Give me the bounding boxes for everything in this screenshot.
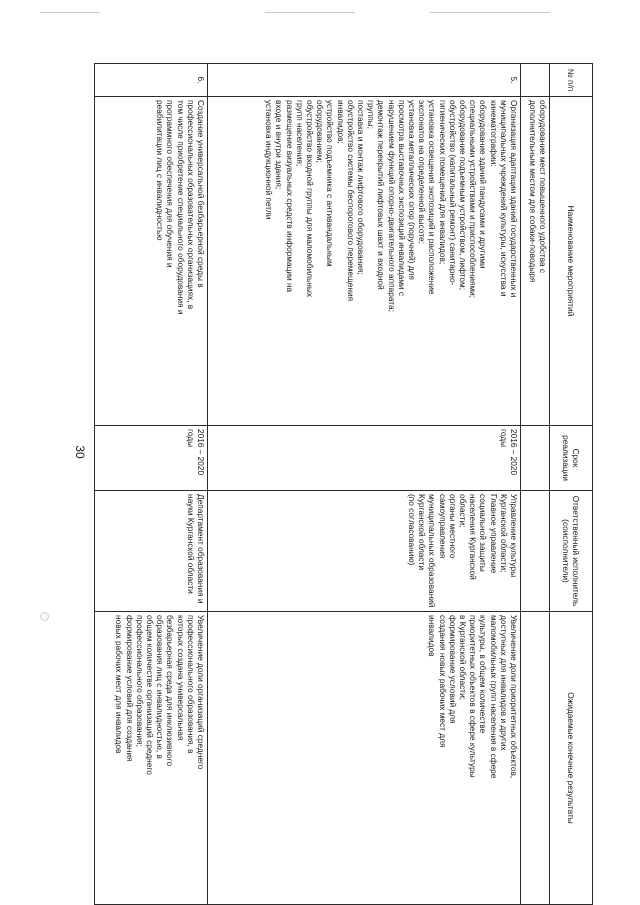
scan-mark-left xyxy=(40,12,100,13)
cell-responsible xyxy=(521,491,550,612)
measure-line: муниципальных учреждений культуры, искусства и xyxy=(498,100,509,297)
measure-line: обустройство системы беспорогового перемещения xyxy=(345,100,356,302)
result-line: культуры, в общем количестве xyxy=(478,615,489,734)
result-line: профессионального образования, в xyxy=(185,615,196,754)
scan-mark-middle xyxy=(265,12,355,13)
result-line: новых рабочих мест для инвалидов xyxy=(114,615,125,754)
measure-line: просмотра выставочных экспозиций инвалидами с xyxy=(396,100,407,297)
measure-line: оборудованием; xyxy=(315,100,326,163)
measure-line: кинематографии: xyxy=(488,100,499,167)
result-line: профессионального образования; xyxy=(134,615,145,747)
table-row-5 xyxy=(208,64,521,905)
result-line: инвалидов xyxy=(427,615,438,657)
responsible-line: социальной защиты xyxy=(478,494,489,572)
cell-measure xyxy=(208,97,521,426)
measure-line: программного обеспечения для обучения и xyxy=(165,100,176,268)
responsible-line: самоуправления xyxy=(437,494,448,559)
measure-line: оборудование зданий пандусами и другими xyxy=(478,100,489,269)
rotated-page-content xyxy=(103,63,593,869)
table-row-6 xyxy=(95,64,208,905)
cell-responsible xyxy=(95,491,208,612)
responsible-line: Курганской области xyxy=(417,494,428,571)
result-line: формирование условий для xyxy=(447,615,458,724)
result-line: которых создана универсальная xyxy=(175,615,186,741)
responsible-line: области; xyxy=(457,494,468,528)
cell-result xyxy=(95,612,208,905)
cell-number: 6. xyxy=(95,64,208,97)
measure-line: оборудование подъемным устройством, лифтом; xyxy=(457,100,468,291)
measure-line: группы; xyxy=(366,100,377,129)
cell-result xyxy=(521,612,550,905)
cell-number xyxy=(521,64,550,97)
cell-measure xyxy=(95,97,208,426)
measure-line: обустройство (капитальный ремонт) санитарно- xyxy=(447,100,458,286)
measure-line: реабилитации лиц с инвалидностью xyxy=(155,100,166,241)
result-line: в Курганской области; xyxy=(457,615,468,701)
cell-number: 5. xyxy=(208,64,521,97)
result-line: безбарьерная среда для инклюзивного xyxy=(165,615,176,767)
cell-result xyxy=(208,612,521,905)
cell-responsible xyxy=(208,491,521,612)
responsible-line: науки Курганской области xyxy=(185,494,196,594)
measure-line: Организация адаптации зданий государственных и xyxy=(509,100,519,298)
measure-line: инвалидов; xyxy=(335,100,346,144)
result-line: маломобильных групп населения в сфере xyxy=(488,615,499,779)
cell-term: 2016 – 2020 годы xyxy=(95,426,208,491)
cell-measure xyxy=(521,97,550,426)
responsible-line: Курганской области; xyxy=(498,494,509,573)
page-number: 30 xyxy=(73,445,87,459)
result-line: Увеличение доли организаций среднего xyxy=(196,615,206,770)
measure-line: Создание универсальной безбарьерной среды в xyxy=(196,100,206,288)
result-line: доступных для инвалидов и других xyxy=(498,615,509,751)
responsible-line: муниципальных образований xyxy=(427,494,438,608)
responsible-line: Управление культуры xyxy=(509,494,519,578)
responsible-line: (по согласованию) xyxy=(406,494,417,566)
table-header-row xyxy=(550,64,593,905)
result-line: общем количестве организаций среднего xyxy=(144,615,155,775)
responsible-line: Департамент образования и xyxy=(196,494,206,604)
header-responsible: Ответственный исполнитель (соисполнители) xyxy=(550,491,593,612)
result-line: Увеличение доли приоритетных объектов, xyxy=(509,615,519,779)
measure-line: обустройство входной группы для маломобильных xyxy=(304,100,315,297)
responsible-line: населения Курганской xyxy=(468,494,479,580)
measure-line: оборудование мест повышенного удобства с xyxy=(538,100,548,274)
measure-line: установка металлических опор (поручней) для xyxy=(406,100,417,280)
measure-line: установка индукционной петли xyxy=(264,100,275,220)
result-line: образования лиц с инвалидностью, в xyxy=(155,615,166,759)
measure-line: профессиональных образовательных организациях, в xyxy=(185,100,196,310)
header-number: № п/п xyxy=(550,64,593,97)
measure-line: входе и внутри здания; xyxy=(274,100,285,190)
measure-line: специальными устройствами и приспособлениями; xyxy=(468,100,479,298)
cell-term xyxy=(521,426,550,491)
cell-term: 2016 – 2020 годы xyxy=(208,426,521,491)
responsible-line: Главное управление xyxy=(488,494,499,574)
responsible-line: органы местного xyxy=(447,494,458,559)
measure-line: гигиенических помещений для инвалидов; xyxy=(437,100,448,265)
result-line: формирование условий для создания xyxy=(124,615,135,762)
header-term: Срок реализации xyxy=(550,426,593,491)
scan-mark-right xyxy=(430,12,550,13)
measure-line: экспонатов на определенной высоте; xyxy=(417,100,428,244)
measure-line: нарушением функций опорно-двигательного аппарата; xyxy=(386,100,397,312)
table-row-continuation xyxy=(521,64,550,905)
measures-table xyxy=(94,63,593,905)
header-result: Ожидаемые конечные результаты xyxy=(550,612,593,905)
measure-line: устройство подъемника с антивандальным xyxy=(325,100,336,267)
punch-hole-mark xyxy=(40,612,49,621)
measure-line: размещение визуальных средств информации на xyxy=(284,100,295,293)
measure-line: установка освещения экспозиций и расположение xyxy=(427,100,438,295)
result-line: создания новых рабочих мест для xyxy=(437,615,448,748)
header-measure: Наименование мероприятий xyxy=(550,97,593,426)
table-frame xyxy=(103,63,593,869)
measure-line: групп населения; xyxy=(294,100,305,167)
measure-line: поставка и монтаж лифтового оборудования; xyxy=(355,100,366,275)
measure-line: демонтаж перекрытий лифтовых шахт и входной xyxy=(376,100,387,290)
measure-line: том числе приобретение специального оборудования и xyxy=(175,100,186,315)
measure-line: дополнительным местом для собаки-поводыря xyxy=(527,100,538,283)
result-line: приоритетных объектов в сфере культуры xyxy=(468,615,479,778)
